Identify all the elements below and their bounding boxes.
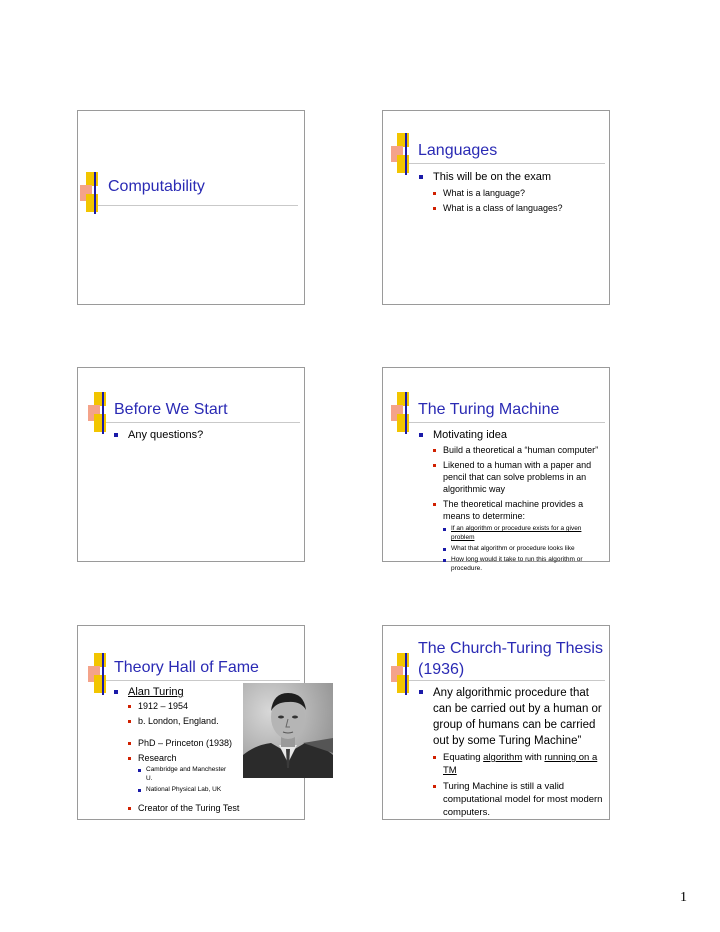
bullet: Any algorithmic procedure that can be carried out by a human or group of humans can be carried out by some Turing Machine” Equating algorithm with running on a TM Turing Machine is still a valid computational model for most modern computers.	[419, 685, 609, 819]
slide-title: Languages	[418, 142, 498, 159]
slide-3	[77, 367, 305, 562]
slide-2	[382, 110, 610, 305]
sub-bullet: The theoretical machine provides a means to determine: If an algorithm or procedure exists for a given problem What that algorithm or procedure looks like How long would it take to run this algorithm or procedure.	[433, 498, 604, 573]
slide-title: Computability	[108, 178, 205, 195]
slide-title: The Church-Turing Thesis (1936)	[418, 640, 603, 678]
sub-sub-bullet: What that algorithm or procedure looks like	[443, 544, 604, 553]
slide-title: Theory Hall of Fame	[114, 659, 259, 676]
slide-logo-icon	[391, 653, 417, 695]
sub-bullet: PhD – Princeton (1938)	[128, 737, 244, 749]
sub-bullet: Creator of the Turing Test	[128, 802, 244, 814]
sub-bullet: Likened to a human with a paper and pencil that can solve problems in an algorithmic way	[433, 459, 604, 495]
bullet: Motivating idea Build a theoretical a “human computer” Likened to a human with a paper and pencil that can solve problems in an algorithmic way The theoretical machine provides a means to determine: If an algorithm or procedure exists for a given problem What that algorithm or procedure looks like How long would it take to run this algorithm or procedure.	[419, 428, 604, 573]
slide-logo-icon	[80, 172, 106, 214]
bullet: Alan Turing 1912 – 1954 b. London, England. PhD – Princeton (1938) Research Cambridge and Manchester U. National Physical Lab, UK Creator of the Turing Test	[114, 685, 244, 814]
bullet: Any questions?	[114, 428, 299, 442]
slide-4	[382, 367, 610, 572]
slide-1	[77, 110, 305, 305]
sub-bullet: Equating algorithm with running on a TM	[433, 751, 609, 777]
slide-title: Before We Start	[114, 401, 228, 418]
sub-sub-bullet: If an algorithm or procedure exists for a given problem	[443, 524, 604, 542]
slide-title: The Turing Machine	[418, 401, 560, 418]
title-rule	[409, 422, 605, 423]
slide-logo-icon	[391, 133, 417, 175]
sub-bullet: Build a theoretical a “human computer”	[433, 444, 604, 456]
sub-bullet: b. London, England.	[128, 715, 244, 727]
title-rule	[106, 422, 300, 423]
title-rule	[409, 680, 605, 681]
sub-bullet: 1912 – 1954	[128, 700, 244, 712]
sub-bullet: Research Cambridge and Manchester U. National Physical Lab, UK	[128, 752, 244, 794]
sub-sub-bullet: National Physical Lab, UK	[138, 785, 233, 794]
slide-logo-icon	[88, 653, 114, 695]
title-rule	[106, 680, 300, 681]
title-rule	[409, 163, 605, 164]
sub-bullet: Turing Machine is still a valid computational model for most modern computers.	[433, 780, 609, 819]
page-number: 1	[680, 890, 687, 905]
slide-5	[77, 625, 305, 820]
title-rule	[98, 205, 298, 206]
portrait-photo	[243, 683, 333, 778]
slide-logo-icon	[88, 392, 114, 434]
sub-sub-bullet: Cambridge and Manchester U.	[138, 765, 233, 783]
slide-6	[382, 625, 610, 820]
sub-bullet: What is a language?	[433, 187, 604, 199]
bullet: This will be on the exam What is a language? What is a class of languages?	[419, 170, 604, 214]
sub-bullet: What is a class of languages?	[433, 202, 604, 214]
sub-sub-bullet: How long would it take to run this algorithm or procedure.	[443, 555, 604, 573]
slide-logo-icon	[391, 392, 417, 434]
